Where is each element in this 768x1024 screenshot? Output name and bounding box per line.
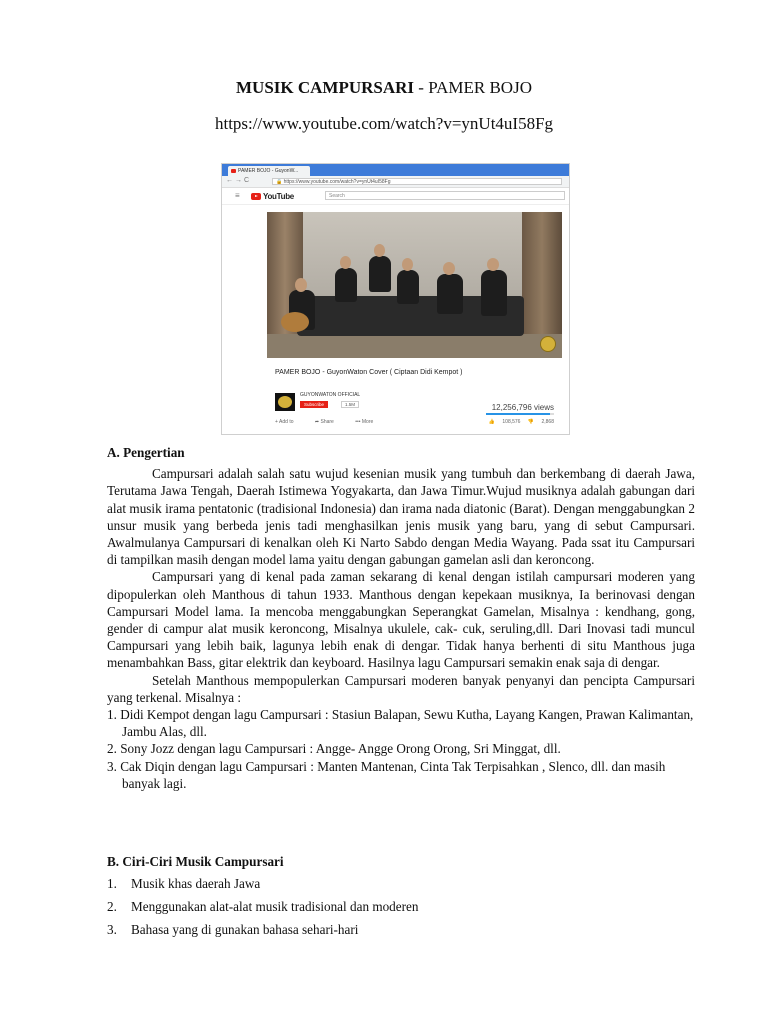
like-ratio-bar: [486, 413, 554, 415]
address-input[interactable]: [272, 178, 562, 185]
video-title[interactable]: PAMER BOJO - GuyonWaton Cover ( Ciptaan Didi Kempot ): [275, 369, 463, 376]
video-actions: [275, 419, 393, 425]
title-rest: - PAMER BOJO: [414, 78, 532, 97]
paragraph-2: Campursari yang di kenal pada zaman sekarang di kenal dengan istilah campursari moderen yang dipopulerkan oleh Manthous di tahun 1933. Manthous dengan kepekaan musiknya, Ia berinovasi dengan Campursari Model lama. Ia mencoba menggabungkan Seperangkat Gamelan, Misalnya : kendhang, gong, gender di campur alat musik keroncong, Misalnya ukulele, cak- cuk, seruling,dll. Dari Inovasi tadi muncul Campursari yang lebih baik, lagunya lebih enak di dengar. Tidak hanya berhenti di situ Manthous juga menambahkan Bass, gitar elektrik dan keyboard. Hasilnya lagu Campursari semakin enak saja di dengar.: [107, 569, 695, 671]
person: [397, 270, 419, 304]
like-ratio-fill: [486, 413, 550, 415]
ciri-number: 2.: [107, 899, 117, 914]
section-a-heading: A. Pengertian: [107, 445, 185, 460]
list-item: 1. Didi Kempot dengan lagu Campursari : Stasiun Balapan, Sewu Kutha, Layang Kangen, Prawan Kalimantan, Jambu Alas, dll.: [107, 707, 694, 740]
ciri-item: [107, 876, 260, 892]
youtube-screenshot: [221, 163, 570, 435]
youtube-logo-text: YouTube: [263, 191, 294, 201]
channel-watermark-icon: [540, 336, 556, 352]
share-label: Share: [320, 419, 334, 425]
channel-name[interactable]: GUYONWATON OFFICIAL: [300, 392, 361, 398]
list-item: 3. Cak Diqin dengan lagu Campursari : Manten Mantenan, Cinta Tak Terpisahkan , Slenco, dll. dan masih banyak lagi.: [107, 758, 666, 791]
paragraph-1: Campursari adalah salah satu wujud kesenian musik yang tumbuh dan berkembang di daerah Jawa, Terutama Jawa Tengah, Daerah Istimewa Yogyakarta, dan Jawa Timur.Wujud musiknya adalah gabungan dari alat musik irama pentatonic (tradisional Indonesia) dan irama nada diatonic (Barat). Dengan menggabungkan 2 unsur musik yang berbeda jenis tadi menghasilkan jenis musik yang baru, yang di sebut Campursari. Awalmulanya Campursari di kenalkan oleh Ki Narto Sabdo dengan Media Wayang. Pada ssat itu Campursari di tampilkan masih dengan model lama yaitu dengan gabungan gamelan asli dan keroncong.: [107, 466, 695, 568]
section-b-heading: B. Ciri-Ciri Musik Campursari: [107, 854, 284, 869]
channel-avatar[interactable]: [275, 393, 295, 411]
guitar: [281, 312, 309, 332]
person-head: [443, 262, 455, 275]
ciri-number: 1.: [107, 876, 117, 891]
person: [335, 268, 357, 302]
section-pengertian: [107, 444, 695, 792]
title-bold: MUSIK CAMPURSARI: [236, 78, 415, 97]
more-button[interactable]: ••• More: [355, 419, 374, 425]
browser-tab[interactable]: [228, 166, 310, 176]
search-input[interactable]: Search: [325, 191, 565, 200]
document-title: [0, 78, 768, 98]
person-head: [374, 244, 385, 257]
ciri-item: [107, 922, 358, 938]
add-to-label: Add to: [279, 419, 294, 425]
youtube-logo[interactable]: [251, 192, 294, 200]
browser-tabbar: [222, 164, 569, 176]
address-text: https://www.youtube.com/watch?v=ynUt4uI58Fg: [283, 179, 391, 185]
youtube-favicon-icon: [231, 169, 236, 173]
lock-icon: 🔒: [276, 179, 283, 185]
share-button[interactable]: ➦ Share: [314, 419, 334, 425]
ciri-number: 3.: [107, 922, 117, 937]
video-player[interactable]: [267, 212, 562, 358]
video-url[interactable]: https://www.youtube.com/watch?v=ynUt4uI58Fg: [214, 114, 554, 133]
tab-label: PAMER BOJO - GuyonW...: [238, 168, 299, 174]
person-head: [487, 258, 499, 271]
subscriber-count: 1.5M: [341, 401, 359, 408]
view-count: 12,256,796 views: [491, 403, 554, 412]
person-head: [295, 278, 307, 292]
add-to-button[interactable]: + Add to: [275, 419, 294, 425]
list-item: 2. Sony Jozz dengan lagu Campursari : Angge- Angge Orong Orong, Sri Minggat, dll.: [107, 741, 561, 757]
like-dislike: [483, 419, 554, 425]
ciri-item: [107, 899, 418, 915]
floor: [267, 334, 562, 358]
ciri-text: Menggunakan alat-alat musik tradisional dan moderen: [131, 899, 419, 914]
dislike-button[interactable]: 👎 2,868: [527, 419, 554, 425]
subscribe-button[interactable]: Subscribe: [300, 401, 328, 408]
like-count: 108,576: [502, 419, 521, 425]
person-head: [340, 256, 351, 269]
address-bar: [222, 176, 569, 188]
more-label: More: [361, 419, 374, 425]
youtube-play-icon: [251, 193, 261, 200]
nav-arrows-icon[interactable]: ←→C: [226, 177, 252, 184]
paragraph-3: Setelah Manthous mempopulerkan Campursari moderen banyak penyanyi dan pencipta Campursari yang terkenal. Misalnya :: [107, 672, 695, 705]
like-button[interactable]: 👍 108,576: [488, 419, 521, 425]
person-head: [402, 258, 413, 271]
person: [437, 274, 463, 314]
dislike-count: 2,868: [541, 419, 554, 425]
ciri-text: Bahasa yang di gunakan bahasa sehari-hari: [131, 922, 359, 937]
ciri-text: Musik khas daerah Jawa: [131, 876, 261, 891]
hamburger-menu-icon[interactable]: ≡: [235, 191, 240, 200]
youtube-header: [222, 188, 569, 205]
person: [481, 270, 507, 316]
person: [369, 256, 391, 292]
